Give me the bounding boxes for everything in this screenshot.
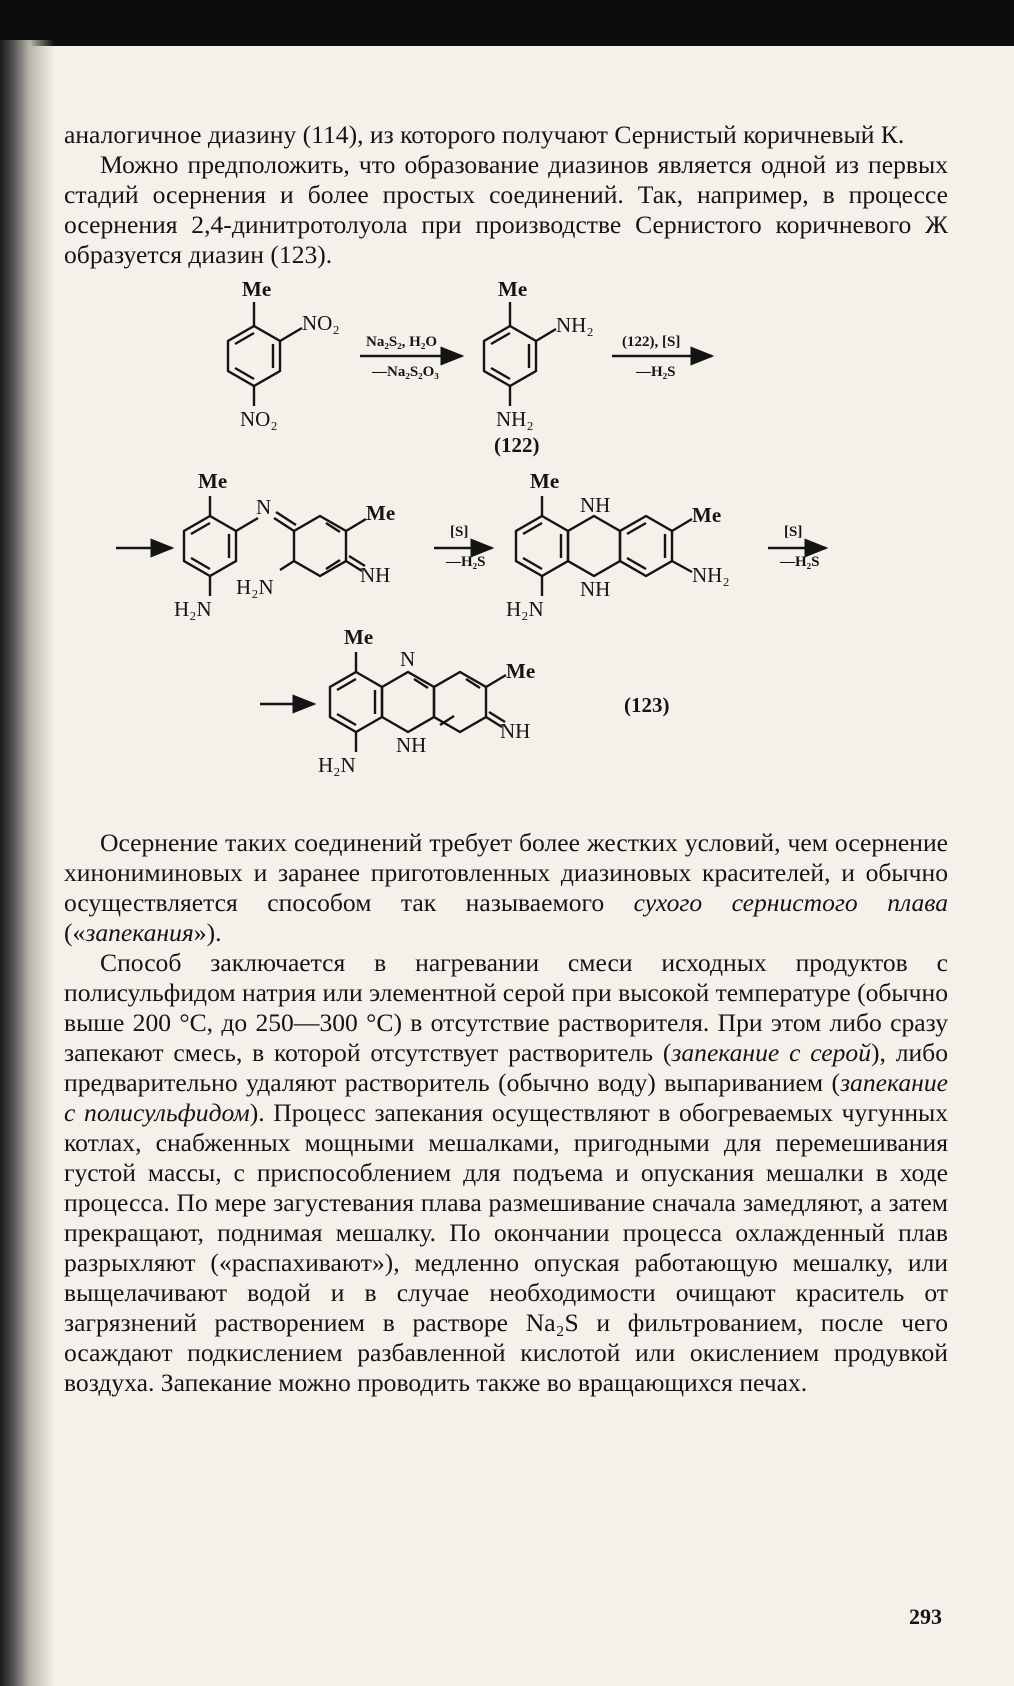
label-h2n-4: H₂N — [318, 753, 356, 777]
label-nh2-3: NH₂ — [692, 563, 730, 587]
term-baking-with-sulfur: запекание с серой — [671, 1038, 871, 1067]
arrow1-reagent: Na₂S₂, H₂O — [366, 334, 438, 350]
label-nh-bottom: NH — [580, 577, 611, 601]
paragraph-4-text-c: ). Процесс запекания осуществляют в обогреваемых чугунных котлах, снабженных мощными мешалками, пригодными для перемешивания густой массы, с приспособлением для подъема и опускания мешалки в ходе процесса. По мере загустевания плава размешивание сначала замедляют, а затем прекращают, поднимая мешалку. По окончании процесса охлажденный плав разрыхляют («распахивают»), медленно опуская работающую мешалку, или выщелачивают водой и в случае необходимости очищают краситель от загрязнений растворением в растворе Na₂S и фильтрованием, после чего осаждают подкислением разбавленной кислотой или окислением продувкой воздуха. Запекание можно проводить также во вращающихся печах. — [64, 1098, 949, 1397]
label-no2-1: NO₂ — [302, 311, 340, 335]
paragraph-3-text-b: (« — [64, 918, 86, 947]
label-no2-2: NO₂ — [240, 407, 278, 431]
paragraph-3 — [64, 828, 948, 948]
paragraph-4-text-b: ), либо предварительно удаляют растворитель (обычно воду) выпариванием ( — [64, 1038, 948, 1097]
label-h2n-3: H₂N — [506, 597, 544, 621]
paragraph-1: аналогичное диазину (114), из которого получают Сернистый коричневый К. — [64, 120, 905, 149]
label-nh-ring: NH — [396, 733, 427, 757]
label-h2n-2: H₂N — [174, 597, 212, 621]
label-me-8: Me — [506, 659, 536, 683]
arrow3-reagent: [S] — [450, 524, 469, 540]
reaction-scheme-svg — [64, 274, 948, 814]
arrow4-byproduct: —H₂S — [780, 554, 820, 570]
label-me-7: Me — [344, 625, 374, 649]
label-nh2-2: NH₂ — [496, 407, 534, 431]
label-n-bridge: N — [256, 495, 272, 519]
label-nh-top: NH — [580, 493, 611, 517]
arrow1-byproduct: —Na₂S₂O₃ — [372, 364, 439, 380]
term-baking-with-polysulfide: запекание с полисульфидом — [64, 1068, 948, 1127]
ring-phenazine-mid — [382, 672, 434, 732]
label-me-4: Me — [366, 501, 396, 525]
arrow2-reagent: (122), [S] — [622, 334, 681, 350]
paragraph-4 — [64, 948, 948, 1398]
paragraph-3-text-a: Осернение таких соединений требует более жестких условий, чем осернение хинониминовых и заранее приготовленных диазиновых красителей, и обычно осуществляется способом так называемого — [64, 828, 948, 917]
page-number: 293 — [909, 1604, 942, 1629]
book-page — [64, 120, 948, 1398]
label-nh-imine-2: NH — [500, 719, 531, 743]
label-me-2: Me — [498, 277, 528, 301]
reaction-scheme — [64, 274, 948, 814]
label-compound-122: (122) — [494, 433, 540, 457]
arrow3-byproduct: —H₂S — [446, 554, 486, 570]
scan-left-edge — [0, 40, 54, 1686]
term-dry-sulfur-melt: сухого сернистого плава — [633, 888, 948, 917]
label-nh-imine-1: NH — [360, 563, 391, 587]
ring-dihydrophenazine-mid — [568, 516, 620, 576]
label-me-1: Me — [242, 277, 272, 301]
arrow4-reagent: [S] — [784, 524, 803, 540]
label-me-3: Me — [198, 469, 228, 493]
arrow2-byproduct: —H₂S — [636, 364, 676, 380]
paragraph-2: Можно предположить, что образование диазинов является одной из первых стадий осернения и более простых соединений. Так, например, в процессе осернения 2,4-динитротолуола при производстве Сернистого коричневого Ж образуется диазин (123). — [64, 150, 948, 269]
paragraph-4-text-a: Способ заключается в нагревании смеси исходных продуктов с полисульфидом натрия или элементной серой при высокой температуре (обычно выше 200 °С, до 250—300 °С) в отсутствие растворителя. При этом либо сразу запекают смесь, в которой отсутствует растворитель ( — [64, 948, 948, 1067]
label-nh2-1: NH₂ — [556, 313, 594, 337]
label-me-6: Me — [692, 503, 722, 527]
label-h2n-1: H₂N — [236, 575, 274, 599]
ring-intermediate-a-right — [294, 516, 346, 576]
paragraph-3-text-c: »). — [193, 918, 222, 947]
scan-top-border — [0, 0, 1014, 46]
label-n-ring: N — [400, 647, 416, 671]
label-compound-123: (123) — [624, 693, 670, 717]
label-me-5: Me — [530, 469, 560, 493]
term-baking: запекания — [85, 918, 194, 947]
